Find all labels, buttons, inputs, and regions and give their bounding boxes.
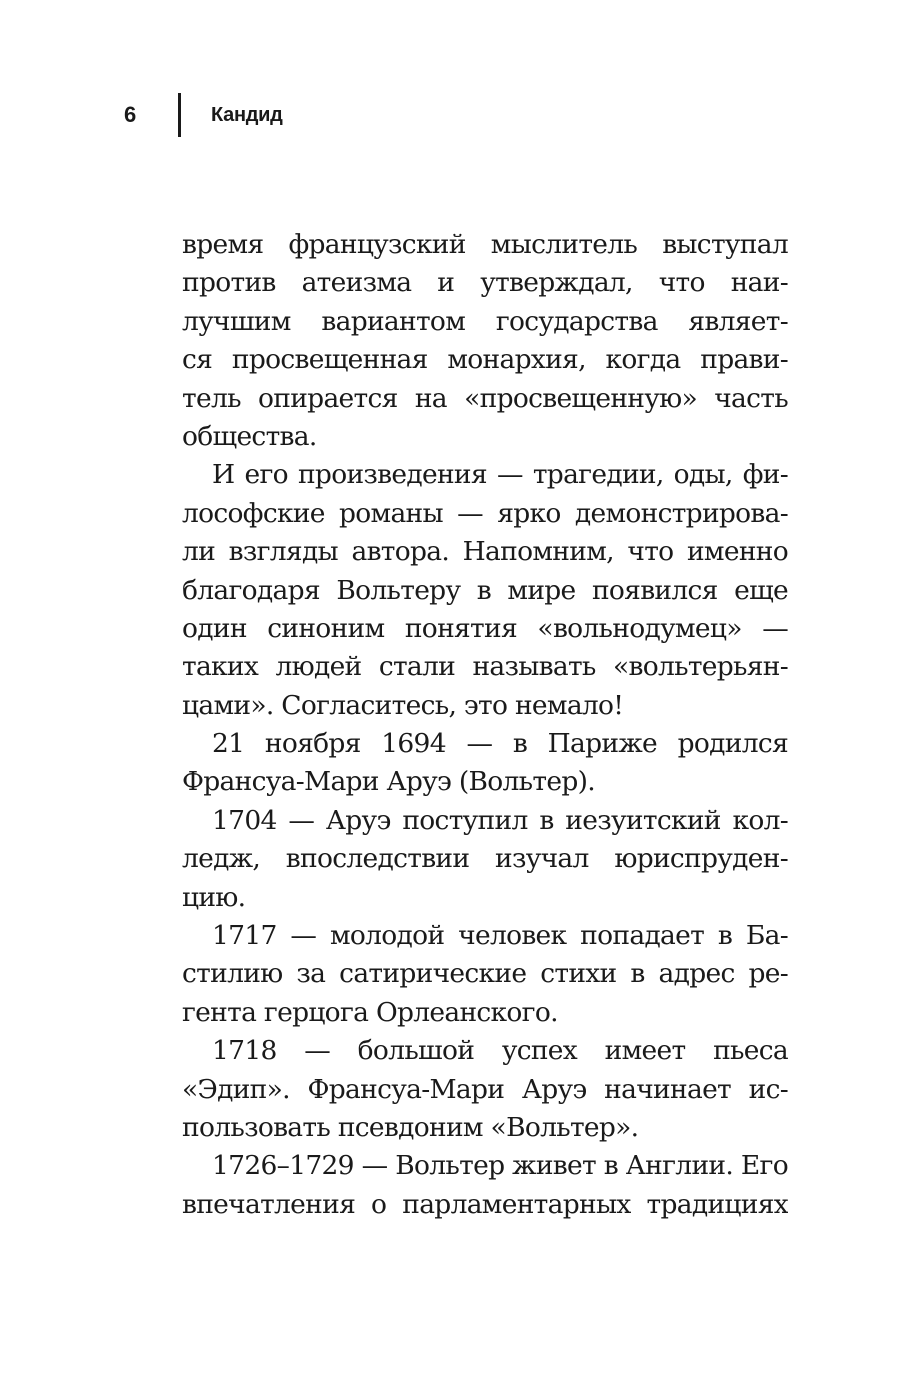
text-line: тель опирается на «просвещенную» часть [182, 382, 788, 414]
text-line: стилию за сатирические стихи в адрес ре- [182, 958, 788, 990]
text-line: благодаря Вольтеру в мире появился еще [182, 574, 788, 606]
text-line: ли взгляды автора. Напомним, что именно [182, 536, 788, 568]
header-divider [178, 93, 181, 137]
text-line: 1726–1729 — Вольтер живет в Англии. Его [212, 1150, 788, 1182]
text-line: 1718 — большой успех имеет пьеса [212, 1035, 788, 1067]
text-line: лучшим вариантом государства являет- [182, 305, 788, 337]
text-line: ся просвещенная монархия, когда прави- [182, 344, 788, 376]
text-line: 1704 — Аруэ поступил в иезуитский кол- [212, 804, 788, 836]
text-line: против атеизма и утверждал, что наи- [182, 267, 788, 299]
text-line: цию. [182, 881, 246, 913]
text-line: «Эдип». Франсуа-Мари Аруэ начинает ис- [182, 1073, 788, 1105]
running-head [124, 92, 283, 138]
text-line: И его произведения — трагедии, оды, фи- [212, 459, 788, 491]
text-line: время французский мыслитель выступал [182, 229, 788, 260]
text-line: гента герцога Орлеанского. [182, 996, 558, 1028]
running-title: Кандид [211, 103, 283, 126]
text-line: цами». Согласитесь, это немало! [182, 689, 624, 721]
body-text [182, 226, 788, 1224]
text-line: Франсуа-Мари Аруэ (Вольтер). [182, 766, 595, 798]
page-number: 6 [124, 102, 137, 127]
text-line: впечатления о парламентарных традициях [182, 1188, 788, 1220]
text-line: общества. [182, 420, 317, 452]
text-line: 1717 — молодой человек попадает в Ба- [212, 920, 788, 952]
text-line: лософские романы — ярко демонстрирова- [182, 497, 788, 529]
text-line: 21 ноября 1694 — в Париже родился [212, 728, 788, 760]
text-line: таких людей стали называть «вольтерьян- [182, 651, 788, 683]
text-line: один синоним понятия «вольнодумец» — [182, 612, 788, 644]
text-line: пользовать псевдоним «Вольтер». [182, 1111, 639, 1143]
text-line: ледж, впоследствии изучал юриспруден- [182, 843, 788, 875]
